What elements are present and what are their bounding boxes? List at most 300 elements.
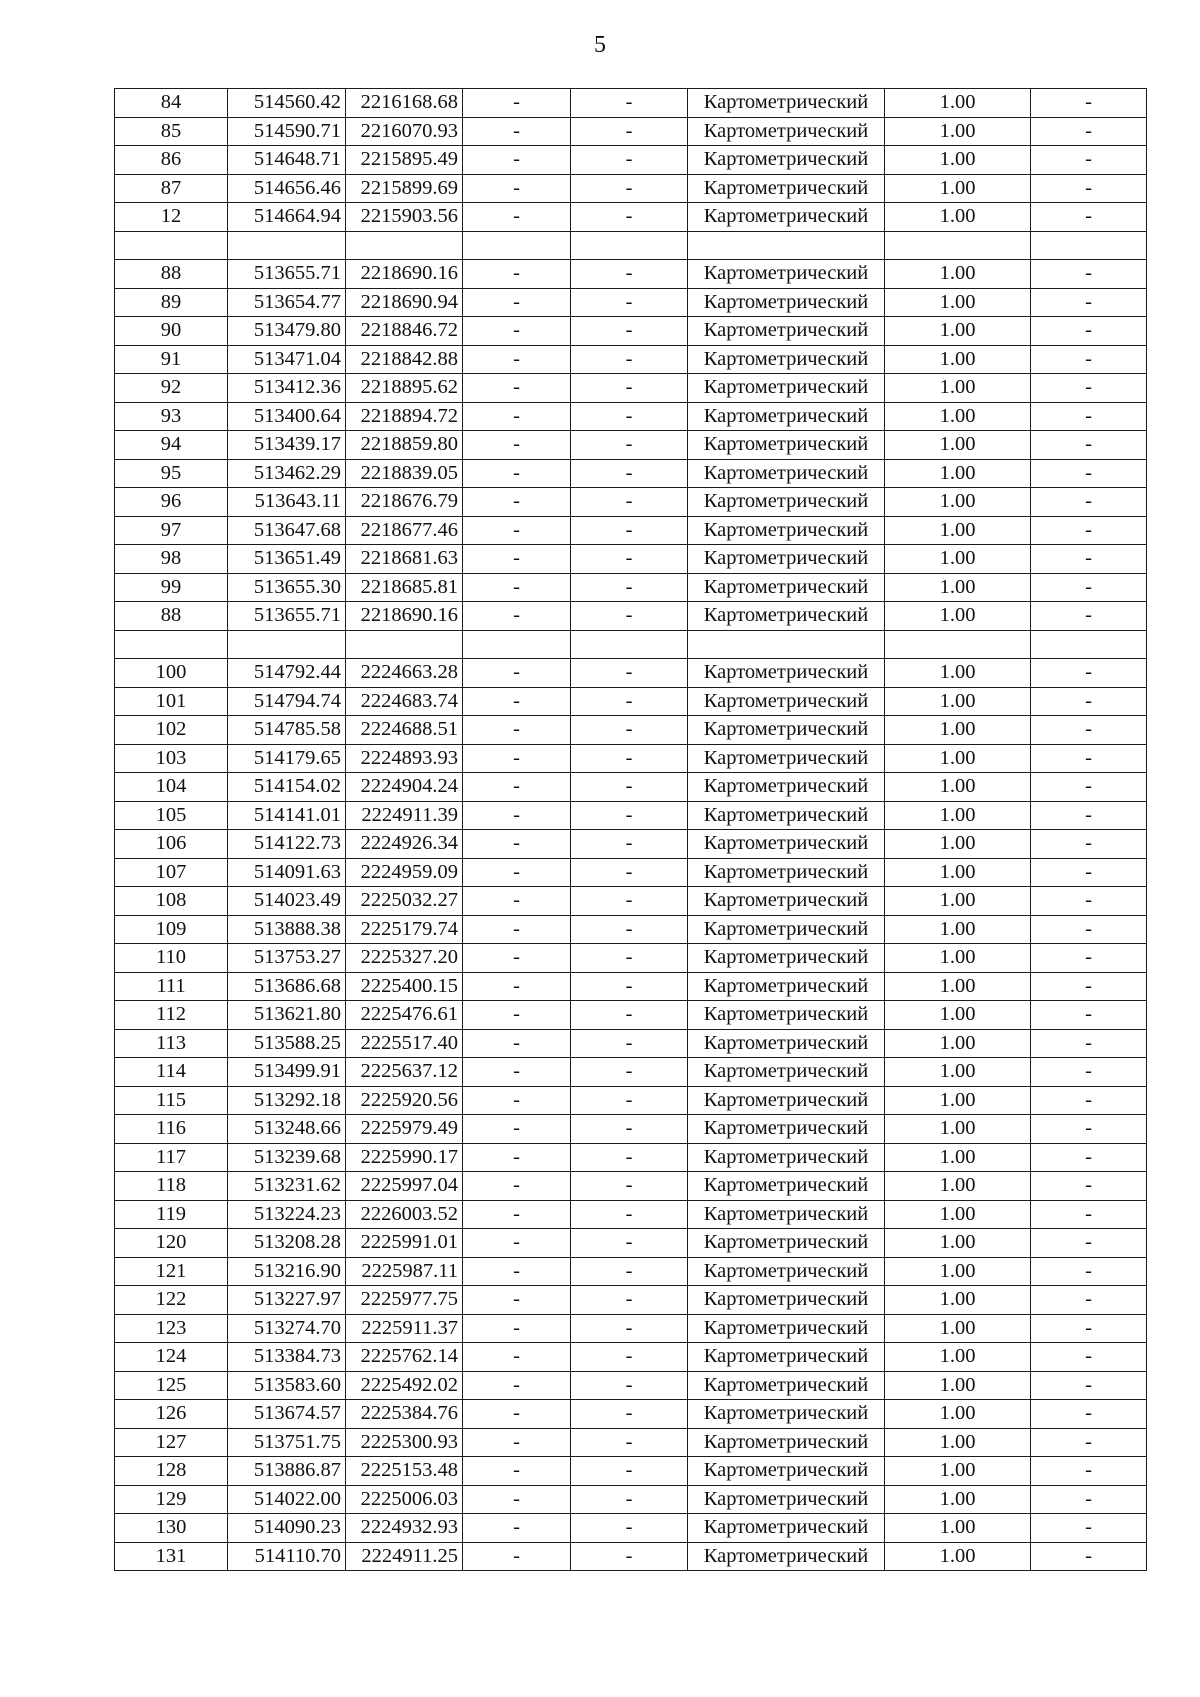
- method-cell: Картометрический: [688, 773, 885, 802]
- empty-dash-cell-1: -: [463, 174, 571, 203]
- method-cell: Картометрический: [688, 402, 885, 431]
- empty-dash-cell-3: -: [1031, 203, 1147, 232]
- x-coordinate-cell: 513651.49: [228, 545, 346, 574]
- y-coordinate-cell: 2218895.62: [346, 374, 463, 403]
- point-number-cell: 125: [115, 1371, 228, 1400]
- empty-dash-cell-2: -: [571, 830, 688, 859]
- accuracy-cell: 1.00: [885, 1343, 1031, 1372]
- table-row: [115, 944, 1147, 973]
- x-coordinate-cell: 513384.73: [228, 1343, 346, 1372]
- method-cell: Картометрический: [688, 288, 885, 317]
- y-coordinate-cell: 2218846.72: [346, 317, 463, 346]
- empty-dash-cell-2: -: [571, 260, 688, 289]
- empty-dash-cell-1: -: [463, 1200, 571, 1229]
- table-row: [115, 972, 1147, 1001]
- point-number-cell: 117: [115, 1143, 228, 1172]
- x-coordinate-cell: 514154.02: [228, 773, 346, 802]
- x-coordinate-cell: 514023.49: [228, 887, 346, 916]
- empty-dash-cell-3: -: [1031, 1115, 1147, 1144]
- point-number-cell: 110: [115, 944, 228, 973]
- table-row: [115, 203, 1147, 232]
- empty-dash-cell-2: -: [571, 1286, 688, 1315]
- empty-dash-cell-1: -: [463, 1029, 571, 1058]
- accuracy-cell: 1.00: [885, 1143, 1031, 1172]
- table-row: [115, 915, 1147, 944]
- table-row: [115, 687, 1147, 716]
- table-row: [115, 1001, 1147, 1030]
- y-coordinate-cell: 2225979.49: [346, 1115, 463, 1144]
- accuracy-cell: 1.00: [885, 260, 1031, 289]
- accuracy-cell: 1.00: [885, 915, 1031, 944]
- empty-dash-cell-1: -: [463, 345, 571, 374]
- empty-dash-cell-2: -: [571, 1314, 688, 1343]
- x-coordinate-cell: 513686.68: [228, 972, 346, 1001]
- empty-dash-cell-1: -: [463, 1542, 571, 1571]
- accuracy-cell: 1.00: [885, 1086, 1031, 1115]
- accuracy-cell: 1.00: [885, 972, 1031, 1001]
- y-coordinate-cell: 2215895.49: [346, 146, 463, 175]
- x-coordinate-cell: 513643.11: [228, 488, 346, 517]
- method-cell: Картометрический: [688, 858, 885, 887]
- accuracy-cell: 1.00: [885, 716, 1031, 745]
- method-cell: Картометрический: [688, 1058, 885, 1087]
- coordinates-table: [114, 88, 1147, 1571]
- empty-dash-cell-2: -: [571, 1200, 688, 1229]
- point-number-cell: 113: [115, 1029, 228, 1058]
- method-cell: Картометрический: [688, 1542, 885, 1571]
- empty-dash-cell-2: -: [571, 1086, 688, 1115]
- x-coordinate-cell: 513753.27: [228, 944, 346, 973]
- empty-dash-cell-3: -: [1031, 117, 1147, 146]
- y-coordinate-cell: 2225179.74: [346, 915, 463, 944]
- point-number-cell: 131: [115, 1542, 228, 1571]
- accuracy-cell: 1.00: [885, 659, 1031, 688]
- method-cell: Картометрический: [688, 1257, 885, 1286]
- table-row: [115, 516, 1147, 545]
- table-row: [115, 801, 1147, 830]
- method-cell: Картометрический: [688, 830, 885, 859]
- empty-dash-cell-2: -: [571, 801, 688, 830]
- table-row: [115, 117, 1147, 146]
- empty-dash-cell-1: -: [463, 1485, 571, 1514]
- empty-dash-cell-3: -: [1031, 944, 1147, 973]
- empty-dash-cell-1: -: [463, 317, 571, 346]
- y-coordinate-cell: 2225300.93: [346, 1428, 463, 1457]
- table-row: [115, 659, 1147, 688]
- accuracy-cell: 1.00: [885, 1001, 1031, 1030]
- method-cell: Картометрический: [688, 1428, 885, 1457]
- table-row: [115, 1514, 1147, 1543]
- empty-dash-cell-1: -: [463, 1314, 571, 1343]
- method-cell: Картометрический: [688, 972, 885, 1001]
- point-number-cell: 89: [115, 288, 228, 317]
- empty-dash-cell-1: -: [463, 858, 571, 887]
- empty-dash-cell-3: -: [1031, 288, 1147, 317]
- accuracy-cell: 1.00: [885, 773, 1031, 802]
- y-coordinate-cell: 2218842.88: [346, 345, 463, 374]
- method-cell: Картометрический: [688, 431, 885, 460]
- accuracy-cell: 1.00: [885, 1428, 1031, 1457]
- table-row: [115, 288, 1147, 317]
- x-coordinate-cell: 513751.75: [228, 1428, 346, 1457]
- method-cell: Картометрический: [688, 801, 885, 830]
- method-cell: Картометрический: [688, 1229, 885, 1258]
- y-coordinate-cell: 2218859.80: [346, 431, 463, 460]
- accuracy-cell: 1.00: [885, 1371, 1031, 1400]
- point-number-cell: 90: [115, 317, 228, 346]
- empty-dash-cell-3: -: [1031, 1029, 1147, 1058]
- empty-dash-cell-1: -: [463, 117, 571, 146]
- empty-dash-cell-3: -: [1031, 830, 1147, 859]
- x-coordinate-cell: 513231.62: [228, 1172, 346, 1201]
- table-row: [115, 744, 1147, 773]
- accuracy-cell: 1.00: [885, 345, 1031, 374]
- accuracy-cell: 1.00: [885, 1172, 1031, 1201]
- empty-dash-cell-3: [1031, 231, 1147, 260]
- empty-dash-cell-1: [463, 231, 571, 260]
- table-row: [115, 260, 1147, 289]
- point-number-cell: 111: [115, 972, 228, 1001]
- y-coordinate-cell: 2215899.69: [346, 174, 463, 203]
- empty-dash-cell-3: [1031, 630, 1147, 659]
- method-cell: Картометрический: [688, 1314, 885, 1343]
- empty-dash-cell-2: -: [571, 1485, 688, 1514]
- point-number-cell: 91: [115, 345, 228, 374]
- empty-dash-cell-1: -: [463, 1086, 571, 1115]
- y-coordinate-cell: 2218894.72: [346, 402, 463, 431]
- method-cell: Картометрический: [688, 659, 885, 688]
- empty-dash-cell-3: -: [1031, 89, 1147, 118]
- method-cell: Картометрический: [688, 944, 885, 973]
- table-separator-row: [115, 231, 1147, 260]
- empty-dash-cell-1: -: [463, 1400, 571, 1429]
- accuracy-cell: 1.00: [885, 174, 1031, 203]
- empty-dash-cell-2: -: [571, 345, 688, 374]
- empty-dash-cell-2: -: [571, 573, 688, 602]
- empty-dash-cell-1: -: [463, 773, 571, 802]
- accuracy-cell: 1.00: [885, 1400, 1031, 1429]
- point-number-cell: 123: [115, 1314, 228, 1343]
- table-row: [115, 1286, 1147, 1315]
- x-coordinate-cell: 513400.64: [228, 402, 346, 431]
- table-row: [115, 1257, 1147, 1286]
- empty-dash-cell-2: -: [571, 1058, 688, 1087]
- empty-dash-cell-1: -: [463, 459, 571, 488]
- y-coordinate-cell: 2224683.74: [346, 687, 463, 716]
- empty-dash-cell-2: [571, 231, 688, 260]
- empty-dash-cell-2: -: [571, 687, 688, 716]
- point-number-cell: 121: [115, 1257, 228, 1286]
- empty-dash-cell-2: -: [571, 431, 688, 460]
- empty-dash-cell-2: -: [571, 203, 688, 232]
- empty-dash-cell-1: -: [463, 1428, 571, 1457]
- method-cell: Картометрический: [688, 345, 885, 374]
- empty-dash-cell-1: -: [463, 716, 571, 745]
- empty-dash-cell-1: -: [463, 887, 571, 916]
- empty-dash-cell-3: -: [1031, 773, 1147, 802]
- y-coordinate-cell: 2218690.94: [346, 288, 463, 317]
- empty-dash-cell-2: -: [571, 1172, 688, 1201]
- x-coordinate-cell: 514110.70: [228, 1542, 346, 1571]
- point-number-cell: 130: [115, 1514, 228, 1543]
- empty-dash-cell-3: -: [1031, 1257, 1147, 1286]
- empty-dash-cell-1: -: [463, 1229, 571, 1258]
- accuracy-cell: 1.00: [885, 402, 1031, 431]
- y-coordinate-cell: 2224959.09: [346, 858, 463, 887]
- empty-dash-cell-3: -: [1031, 1343, 1147, 1372]
- empty-dash-cell-3: -: [1031, 1428, 1147, 1457]
- table-row: [115, 773, 1147, 802]
- accuracy-cell: 1.00: [885, 1514, 1031, 1543]
- y-coordinate-cell: 2225153.48: [346, 1457, 463, 1486]
- table-row: [115, 1371, 1147, 1400]
- accuracy-cell: 1.00: [885, 602, 1031, 631]
- method-cell: Картометрический: [688, 89, 885, 118]
- accuracy-cell: 1.00: [885, 1200, 1031, 1229]
- point-number-cell: 118: [115, 1172, 228, 1201]
- empty-dash-cell-2: -: [571, 1371, 688, 1400]
- table-row: [115, 1457, 1147, 1486]
- table-row: [115, 602, 1147, 631]
- empty-dash-cell-3: -: [1031, 1058, 1147, 1087]
- x-coordinate-cell: 514091.63: [228, 858, 346, 887]
- point-number-cell: 108: [115, 887, 228, 916]
- method-cell: Картометрический: [688, 887, 885, 916]
- empty-dash-cell-2: -: [571, 1115, 688, 1144]
- y-coordinate-cell: 2218839.05: [346, 459, 463, 488]
- accuracy-cell: 1.00: [885, 1485, 1031, 1514]
- table-row: [115, 1200, 1147, 1229]
- table-row: [115, 716, 1147, 745]
- x-coordinate-cell: 513583.60: [228, 1371, 346, 1400]
- table-row: [115, 317, 1147, 346]
- accuracy-cell: 1.00: [885, 317, 1031, 346]
- method-cell: Картометрический: [688, 1115, 885, 1144]
- x-coordinate-cell: 514560.42: [228, 89, 346, 118]
- empty-dash-cell-3: -: [1031, 858, 1147, 887]
- x-coordinate-cell: 513655.71: [228, 260, 346, 289]
- point-number-cell: 94: [115, 431, 228, 460]
- empty-dash-cell-2: -: [571, 1514, 688, 1543]
- y-coordinate-cell: 2225006.03: [346, 1485, 463, 1514]
- empty-dash-cell-1: -: [463, 374, 571, 403]
- empty-dash-cell-3: -: [1031, 260, 1147, 289]
- method-cell: Картометрический: [688, 317, 885, 346]
- x-coordinate-cell: 513674.57: [228, 1400, 346, 1429]
- method-cell: Картометрический: [688, 573, 885, 602]
- y-coordinate-cell: 2225997.04: [346, 1172, 463, 1201]
- empty-dash-cell-3: -: [1031, 1286, 1147, 1315]
- point-number-cell: 116: [115, 1115, 228, 1144]
- empty-dash-cell-2: -: [571, 944, 688, 973]
- table-row: [115, 1143, 1147, 1172]
- table-row: [115, 89, 1147, 118]
- method-cell: Картометрический: [688, 146, 885, 175]
- accuracy-cell: 1.00: [885, 801, 1031, 830]
- y-coordinate-cell: 2225032.27: [346, 887, 463, 916]
- accuracy-cell: 1.00: [885, 944, 1031, 973]
- x-coordinate-cell: 513654.77: [228, 288, 346, 317]
- empty-dash-cell-2: -: [571, 89, 688, 118]
- x-coordinate-cell: 514022.00: [228, 1485, 346, 1514]
- empty-dash-cell-3: -: [1031, 402, 1147, 431]
- empty-dash-cell-1: -: [463, 744, 571, 773]
- empty-dash-cell-3: -: [1031, 1200, 1147, 1229]
- accuracy-cell: 1.00: [885, 1542, 1031, 1571]
- accuracy-cell: 1.00: [885, 459, 1031, 488]
- accuracy-cell: 1.00: [885, 744, 1031, 773]
- y-coordinate-cell: [346, 630, 463, 659]
- accuracy-cell: 1.00: [885, 89, 1031, 118]
- y-coordinate-cell: 2218690.16: [346, 260, 463, 289]
- y-coordinate-cell: 2225991.01: [346, 1229, 463, 1258]
- point-number-cell: 100: [115, 659, 228, 688]
- empty-dash-cell-3: -: [1031, 1143, 1147, 1172]
- x-coordinate-cell: 514090.23: [228, 1514, 346, 1543]
- point-number-cell: 101: [115, 687, 228, 716]
- empty-dash-cell-2: -: [571, 545, 688, 574]
- point-number-cell: 97: [115, 516, 228, 545]
- point-number-cell: 109: [115, 915, 228, 944]
- x-coordinate-cell: 513479.80: [228, 317, 346, 346]
- y-coordinate-cell: 2224911.25: [346, 1542, 463, 1571]
- table-row: [115, 830, 1147, 859]
- x-coordinate-cell: 514122.73: [228, 830, 346, 859]
- empty-dash-cell-3: -: [1031, 687, 1147, 716]
- empty-dash-cell-2: -: [571, 744, 688, 773]
- table-row: [115, 1058, 1147, 1087]
- x-coordinate-cell: 513499.91: [228, 1058, 346, 1087]
- empty-dash-cell-3: -: [1031, 1514, 1147, 1543]
- y-coordinate-cell: 2225762.14: [346, 1343, 463, 1372]
- point-number-cell: 86: [115, 146, 228, 175]
- empty-dash-cell-3: -: [1031, 374, 1147, 403]
- empty-dash-cell-3: -: [1031, 345, 1147, 374]
- table-row: [115, 1314, 1147, 1343]
- table-row: [115, 345, 1147, 374]
- empty-dash-cell-1: [463, 630, 571, 659]
- x-coordinate-cell: 513216.90: [228, 1257, 346, 1286]
- y-coordinate-cell: 2224911.39: [346, 801, 463, 830]
- table-row: [115, 1229, 1147, 1258]
- method-cell: Картометрический: [688, 174, 885, 203]
- accuracy-cell: 1.00: [885, 1229, 1031, 1258]
- point-number-cell: 114: [115, 1058, 228, 1087]
- empty-dash-cell-1: -: [463, 260, 571, 289]
- empty-dash-cell-2: -: [571, 1542, 688, 1571]
- point-number-cell: 96: [115, 488, 228, 517]
- empty-dash-cell-1: -: [463, 89, 571, 118]
- empty-dash-cell-3: -: [1031, 1314, 1147, 1343]
- accuracy-cell: 1.00: [885, 545, 1031, 574]
- table-row: [115, 1343, 1147, 1372]
- y-coordinate-cell: 2225517.40: [346, 1029, 463, 1058]
- point-number-cell: 122: [115, 1286, 228, 1315]
- empty-dash-cell-2: -: [571, 602, 688, 631]
- x-coordinate-cell: [228, 231, 346, 260]
- empty-dash-cell-2: -: [571, 146, 688, 175]
- empty-dash-cell-3: -: [1031, 516, 1147, 545]
- point-number-cell: 98: [115, 545, 228, 574]
- x-coordinate-cell: 513439.17: [228, 431, 346, 460]
- accuracy-cell: 1.00: [885, 858, 1031, 887]
- table-row: [115, 1115, 1147, 1144]
- table-row: [115, 146, 1147, 175]
- empty-dash-cell-3: -: [1031, 1457, 1147, 1486]
- point-number-cell: 127: [115, 1428, 228, 1457]
- x-coordinate-cell: 513208.28: [228, 1229, 346, 1258]
- empty-dash-cell-1: -: [463, 1514, 571, 1543]
- empty-dash-cell-1: -: [463, 573, 571, 602]
- empty-dash-cell-1: -: [463, 402, 571, 431]
- empty-dash-cell-2: -: [571, 1229, 688, 1258]
- empty-dash-cell-3: -: [1031, 1485, 1147, 1514]
- accuracy-cell: 1.00: [885, 1314, 1031, 1343]
- point-number-cell: 107: [115, 858, 228, 887]
- point-number-cell: 128: [115, 1457, 228, 1486]
- y-coordinate-cell: 2225476.61: [346, 1001, 463, 1030]
- point-number-cell: 95: [115, 459, 228, 488]
- y-coordinate-cell: [346, 231, 463, 260]
- method-cell: [688, 231, 885, 260]
- method-cell: Картометрический: [688, 1400, 885, 1429]
- point-number-cell: 88: [115, 260, 228, 289]
- y-coordinate-cell: 2218676.79: [346, 488, 463, 517]
- x-coordinate-cell: 514141.01: [228, 801, 346, 830]
- point-number-cell: 12: [115, 203, 228, 232]
- empty-dash-cell-2: -: [571, 117, 688, 146]
- y-coordinate-cell: 2224904.24: [346, 773, 463, 802]
- x-coordinate-cell: 513462.29: [228, 459, 346, 488]
- empty-dash-cell-2: -: [571, 288, 688, 317]
- accuracy-cell: 1.00: [885, 117, 1031, 146]
- empty-dash-cell-2: -: [571, 374, 688, 403]
- empty-dash-cell-3: -: [1031, 488, 1147, 517]
- table-row: [115, 545, 1147, 574]
- method-cell: Картометрический: [688, 545, 885, 574]
- method-cell: Картометрический: [688, 1001, 885, 1030]
- accuracy-cell: [885, 630, 1031, 659]
- y-coordinate-cell: 2226003.52: [346, 1200, 463, 1229]
- table-row: [115, 1086, 1147, 1115]
- accuracy-cell: 1.00: [885, 1286, 1031, 1315]
- y-coordinate-cell: 2216168.68: [346, 89, 463, 118]
- empty-dash-cell-1: -: [463, 972, 571, 1001]
- empty-dash-cell-1: -: [463, 431, 571, 460]
- method-cell: Картометрический: [688, 1343, 885, 1372]
- y-coordinate-cell: 2225327.20: [346, 944, 463, 973]
- empty-dash-cell-1: -: [463, 203, 571, 232]
- point-number-cell: 119: [115, 1200, 228, 1229]
- method-cell: [688, 630, 885, 659]
- empty-dash-cell-2: -: [571, 659, 688, 688]
- empty-dash-cell-2: -: [571, 972, 688, 1001]
- y-coordinate-cell: 2218690.16: [346, 602, 463, 631]
- accuracy-cell: 1.00: [885, 203, 1031, 232]
- empty-dash-cell-1: -: [463, 1115, 571, 1144]
- page-number: 5: [594, 32, 606, 58]
- method-cell: Картометрический: [688, 1029, 885, 1058]
- accuracy-cell: 1.00: [885, 1115, 1031, 1144]
- empty-dash-cell-3: -: [1031, 801, 1147, 830]
- x-coordinate-cell: 514179.65: [228, 744, 346, 773]
- method-cell: Картометрический: [688, 1286, 885, 1315]
- accuracy-cell: 1.00: [885, 1257, 1031, 1286]
- x-coordinate-cell: 513655.71: [228, 602, 346, 631]
- empty-dash-cell-3: -: [1031, 573, 1147, 602]
- x-coordinate-cell: 513224.23: [228, 1200, 346, 1229]
- y-coordinate-cell: 2225987.11: [346, 1257, 463, 1286]
